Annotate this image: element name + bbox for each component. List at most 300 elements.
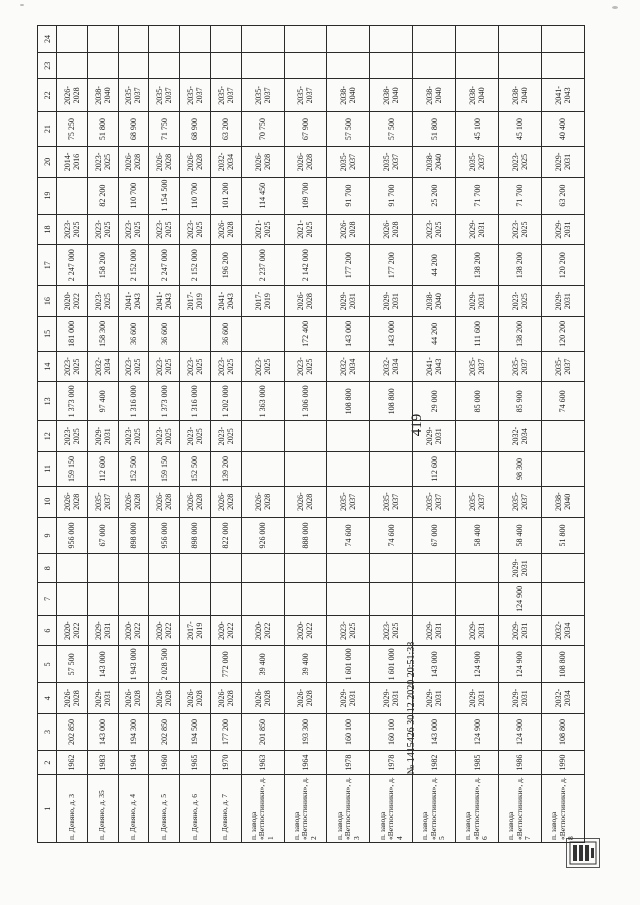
table-row [87,26,118,843]
column-header: 16 [38,286,57,317]
table-cell: 1964 [118,750,149,775]
table-cell: 108 800 [327,382,370,421]
table-cell [149,554,180,583]
table-cell: 44 200 [413,245,456,286]
table-cell: 112 600 [87,452,118,487]
table-cell: 2023-2025 [499,286,542,317]
table-cell [541,421,584,452]
table-cell: 114 450 [241,177,284,214]
table-cell [456,583,499,616]
table-cell: 29 000 [413,382,456,421]
table-cell: 57 500 [57,646,88,683]
column-header: 11 [38,452,57,487]
table-cell: 45 100 [499,112,542,147]
table-cell: 138 200 [499,316,542,351]
table-cell: 2026-2028 [118,683,149,714]
table-cell: 2032-2034 [499,421,542,452]
address-cell: п. Девяно, д. 3 [57,775,88,843]
table-cell: 158 300 [87,316,118,351]
table-cell: 2023-2025 [57,421,88,452]
table-cell: 1 601 000 [327,646,370,683]
column-header: 17 [38,245,57,286]
table-cell: 1962 [57,750,88,775]
table-cell [541,52,584,79]
table-cell [210,52,241,79]
table-cell: 2020-2022 [149,615,180,646]
table-cell: 108 800 [541,646,584,683]
table-row [57,26,88,843]
table-cell: 2020-2022 [241,615,284,646]
table-cell [541,554,584,583]
table-cell: 97 400 [87,382,118,421]
table-cell: 2029-2031 [87,683,118,714]
table-cell: 1 363 000 [241,382,284,421]
table-cell: 2026-2028 [327,214,370,245]
column-header: 14 [38,351,57,382]
table-cell: 1 601 000 [370,646,413,683]
table-cell: 2029-2031 [413,615,456,646]
table-cell: 1986 [499,750,542,775]
table-cell: 2038-2040 [413,79,456,112]
table-cell: 172 400 [284,316,327,351]
table-cell: 2023-2025 [118,421,149,452]
capital-repair-table [37,25,585,843]
table-cell: 2029-2031 [541,147,584,178]
table-cell: 1982 [413,750,456,775]
table-cell: 51 800 [413,112,456,147]
table-cell: 51 800 [541,517,584,554]
table-cell: 91 700 [370,177,413,214]
table-cell: 2038-2040 [413,147,456,178]
table-cell: 2035-2037 [284,79,327,112]
table-cell [118,26,149,53]
table-cell [284,26,327,53]
table-cell: 71 700 [499,177,542,214]
table-cell: 138 200 [499,245,542,286]
table-cell [180,52,211,79]
table-cell [210,26,241,53]
table-cell: 2 237 000 [241,245,284,286]
table-row [456,26,499,843]
table-row [180,26,211,843]
table-cell: 1 943 000 [118,646,149,683]
table-cell [499,52,542,79]
table-cell: 74 600 [370,517,413,554]
table-cell [413,583,456,616]
table-cell [284,452,327,487]
table-cell: 2038-2040 [327,79,370,112]
table-cell: 98 300 [499,452,542,487]
column-header: 4 [38,683,57,714]
table-cell: 108 800 [541,714,584,751]
table-cell [180,554,211,583]
table-cell: 194 300 [118,714,149,751]
table-cell [118,583,149,616]
table-cell [57,177,88,214]
column-header: 15 [38,316,57,351]
table-cell: 1 202 000 [210,382,241,421]
page-number: 419 [409,413,425,437]
table-cell: 143 000 [413,646,456,683]
table-cell: 2038-2040 [370,79,413,112]
column-header: 2 [38,750,57,775]
column-header: 13 [38,382,57,421]
table-cell: 1985 [456,750,499,775]
table-cell: 2029-2031 [370,683,413,714]
table-cell [456,421,499,452]
table-cell: 68 900 [180,112,211,147]
column-header: 1 [38,775,57,843]
table-cell: 193 300 [284,714,327,751]
table-cell: 177 200 [210,714,241,751]
table-row [327,26,370,843]
table-cell: 143 000 [370,316,413,351]
table-cell: 36 600 [149,316,180,351]
table-cell: 196 200 [210,245,241,286]
table-cell [87,554,118,583]
table-cell [57,26,88,53]
table-cell: 2041-2043 [541,79,584,112]
table-cell: 57 500 [327,112,370,147]
table-cell [456,554,499,583]
table-cell: 2 028 500 [149,646,180,683]
table-cell: 2038-2040 [413,286,456,317]
table-cell: 160 100 [327,714,370,751]
registration-stamp: № 1415426 30.12.2020 20:51:38 [406,641,417,775]
table-cell: 2020-2022 [210,615,241,646]
address-cell: п. Девяно, д. 4 [118,775,149,843]
table-cell: 2026-2028 [210,486,241,517]
table-cell: 2029-2031 [413,421,456,452]
table-cell [87,52,118,79]
table-cell: 143 000 [413,714,456,751]
table-cell: 152 500 [118,452,149,487]
table-cell: 2026-2028 [210,683,241,714]
table-cell: 124 900 [499,583,542,616]
table-cell [327,554,370,583]
table-cell: 2026-2028 [241,486,284,517]
table-row [149,26,180,843]
table-cell: 159 150 [57,452,88,487]
table-cell: 898 000 [118,517,149,554]
table-cell: 2035-2037 [370,486,413,517]
table-header-row [38,26,57,843]
table-cell: 2029-2031 [456,286,499,317]
table-cell: 1983 [87,750,118,775]
table-cell [456,26,499,53]
table-cell: 2026-2028 [57,79,88,112]
table-cell: 2 247 000 [57,245,88,286]
table-cell [284,52,327,79]
table-cell: 82 200 [87,177,118,214]
table-cell: 152 500 [180,452,211,487]
table-cell: 2 152 000 [118,245,149,286]
table-cell: 101 200 [210,177,241,214]
address-cell: п. Девяно, д. 7 [210,775,241,843]
table-cell: 2041-2043 [118,286,149,317]
table-cell: 124 900 [499,646,542,683]
table-cell: 2029-2031 [499,554,542,583]
address-cell: п. завода «Ветпостиники», д. 7 [499,775,542,843]
table-cell: 2017-2019 [180,286,211,317]
table-cell [370,52,413,79]
table-cell: 2023-2025 [413,214,456,245]
column-header: 21 [38,112,57,147]
table-cell: 2032-2034 [87,351,118,382]
table-cell: 2023-2025 [87,147,118,178]
column-header: 20 [38,147,57,178]
table-cell: 2032-2034 [541,683,584,714]
address-cell: п. завода «Ветпостиники», д. 2 [284,775,327,843]
table-cell: 2020-2022 [118,615,149,646]
table-cell: 139 200 [210,452,241,487]
table-cell: 63 200 [210,112,241,147]
table-cell: 44 200 [413,316,456,351]
table-cell: 2 152 000 [180,245,211,286]
table-cell: 112 600 [413,452,456,487]
table-cell: 1990 [541,750,584,775]
table-cell: 2023-2025 [149,214,180,245]
table-cell: 2023-2025 [118,351,149,382]
table-cell [241,316,284,351]
table-cell: 143 000 [327,316,370,351]
column-header: 8 [38,554,57,583]
table-cell: 2026-2028 [284,486,327,517]
table-cell [241,421,284,452]
table-cell [118,52,149,79]
table-cell: 91 700 [327,177,370,214]
table-cell: 1963 [241,750,284,775]
table-cell: 74 600 [541,382,584,421]
table-cell [327,583,370,616]
table-cell: 2029-2031 [456,214,499,245]
table-cell [180,583,211,616]
address-cell: п. завода «Ветпостиники», д. 3 [327,775,370,843]
table-cell [499,26,542,53]
table-cell: 2029-2031 [541,286,584,317]
table-cell: 1 154 500 [149,177,180,214]
table-cell: 25 200 [413,177,456,214]
table-cell [149,26,180,53]
table-cell: 2029-2031 [456,683,499,714]
table-cell: 2041-2043 [149,286,180,317]
table-cell: 177 200 [327,245,370,286]
table-cell [57,583,88,616]
table-cell: 158 200 [87,245,118,286]
address-cell: п. завода «Ветпостиники», д. 4 [370,775,413,843]
table-cell: 2035-2037 [149,79,180,112]
table-cell [241,554,284,583]
table-cell [327,452,370,487]
table-cell [180,646,211,683]
address-cell: п. Девяно, д. 35 [87,775,118,843]
table-cell: 177 200 [370,245,413,286]
table-cell [87,583,118,616]
table-cell: 2035-2037 [541,351,584,382]
table-cell: 2026-2028 [241,683,284,714]
table-cell: 1 316 000 [180,382,211,421]
table-cell [241,52,284,79]
table-cell: 2029-2031 [456,615,499,646]
table-cell [327,52,370,79]
table-cell: 1964 [284,750,327,775]
table-cell: 1 373 000 [149,382,180,421]
table-row [370,26,413,843]
table-cell: 2026-2028 [284,683,327,714]
table-cell: 2020-2022 [57,615,88,646]
table-cell: 2032-2034 [210,147,241,178]
table-cell: 2041-2043 [210,286,241,317]
table-cell: 2029-2031 [541,214,584,245]
table-cell [284,554,327,583]
address-cell: п. Девяно, д. 5 [149,775,180,843]
table-cell [241,452,284,487]
table-cell: 110 700 [118,177,149,214]
table-cell: 2035-2037 [241,79,284,112]
table-cell [370,421,413,452]
table-cell: 202 850 [57,714,88,751]
table-cell: 2020-2022 [57,286,88,317]
table-cell: 2029-2031 [327,286,370,317]
table-cell: 202 850 [149,714,180,751]
table-cell: 2014-2016 [57,147,88,178]
table-cell: 85 900 [499,382,542,421]
column-header: 22 [38,79,57,112]
table-cell: 2029-2031 [499,615,542,646]
table-cell: 772 000 [210,646,241,683]
column-header: 9 [38,517,57,554]
table-cell: 1 373 000 [57,382,88,421]
table-cell: 120 200 [541,245,584,286]
table-cell [413,52,456,79]
table-cell: 1970 [210,750,241,775]
table-cell: 2038-2040 [87,79,118,112]
address-cell: п. Девяно, д. 6 [180,775,211,843]
table-cell: 2023-2025 [57,214,88,245]
table-cell [456,52,499,79]
table-cell [370,554,413,583]
table-cell: 2023-2025 [118,214,149,245]
column-header: 12 [38,421,57,452]
table-cell: 2026-2028 [57,683,88,714]
column-header: 3 [38,714,57,751]
table-cell: 2026-2028 [149,486,180,517]
table-cell: 2029-2031 [87,421,118,452]
table-cell: 956 000 [149,517,180,554]
table-cell: 2035-2037 [456,147,499,178]
table-cell: 109 700 [284,177,327,214]
table-cell: 2035-2037 [118,79,149,112]
table-cell: 2032-2034 [370,351,413,382]
table-cell: 888 000 [284,517,327,554]
table-cell [118,554,149,583]
table-cell [413,26,456,53]
table-cell [210,583,241,616]
table-cell: 2035-2037 [413,486,456,517]
table-cell [57,52,88,79]
table-cell: 2026-2028 [149,683,180,714]
table-cell [541,26,584,53]
table-row [413,26,456,843]
table-cell: 201 850 [241,714,284,751]
column-header: 19 [38,177,57,214]
table-cell: 2020-2022 [284,615,327,646]
table-cell: 194 500 [180,714,211,751]
table-cell: 108 800 [370,382,413,421]
table-cell [541,452,584,487]
table-cell: 67 000 [413,517,456,554]
table-cell: 2035-2037 [456,351,499,382]
table-cell: 51 800 [87,112,118,147]
table-cell: 36 600 [118,316,149,351]
table-cell [57,554,88,583]
table-row [541,26,584,843]
table-cell: 58 400 [499,517,542,554]
table-cell: 2023-2025 [499,147,542,178]
table-cell: 2023-2025 [327,615,370,646]
table-cell: 2 247 000 [149,245,180,286]
table-cell: 926 000 [241,517,284,554]
table-cell: 2023-2025 [87,286,118,317]
table-cell: 124 900 [456,646,499,683]
table-cell: 2023-2025 [241,351,284,382]
table-cell: 160 100 [370,714,413,751]
table-cell: 45 100 [456,112,499,147]
table-cell [327,421,370,452]
table-cell: 2026-2028 [284,147,327,178]
table-cell: 2026-2028 [57,486,88,517]
table-cell: 2023-2025 [149,421,180,452]
table-cell: 2035-2037 [87,486,118,517]
table-cell: 2035-2037 [180,79,211,112]
table-cell: 2029-2031 [413,683,456,714]
table-cell: 2023-2025 [87,214,118,245]
table-cell: 1 306 000 [284,382,327,421]
table-cell: 2038-2040 [541,486,584,517]
table-cell: 2023-2025 [180,421,211,452]
table-region [37,25,585,843]
table-cell: 67 900 [284,112,327,147]
address-cell: п. завода «Ветпостиники», д. 8 [541,775,584,843]
table-cell: 2026-2028 [180,683,211,714]
table-cell: 67 000 [87,517,118,554]
table-cell: 2035-2037 [456,486,499,517]
table-cell: 40 400 [541,112,584,147]
table-cell: 1 316 000 [118,382,149,421]
table-cell [370,583,413,616]
table-cell: 39 400 [284,646,327,683]
table-cell [284,421,327,452]
table-cell: 2 142 000 [284,245,327,286]
table-cell: 74 600 [327,517,370,554]
table-cell: 36 600 [210,316,241,351]
table-cell: 70 750 [241,112,284,147]
table-cell: 2026-2028 [180,486,211,517]
table-cell: 75 250 [57,112,88,147]
table-cell [327,26,370,53]
table-cell: 2021-2025 [241,214,284,245]
table-cell: 2026-2028 [118,486,149,517]
table-cell: 2029-2031 [327,683,370,714]
table-cell: 71 700 [456,177,499,214]
table-cell [241,26,284,53]
table-cell: 110 700 [180,177,211,214]
column-header: 6 [38,615,57,646]
table-cell: 71 750 [149,112,180,147]
table-cell: 2035-2037 [499,351,542,382]
table-cell: 2029-2031 [87,615,118,646]
table-cell: 2026-2028 [180,147,211,178]
